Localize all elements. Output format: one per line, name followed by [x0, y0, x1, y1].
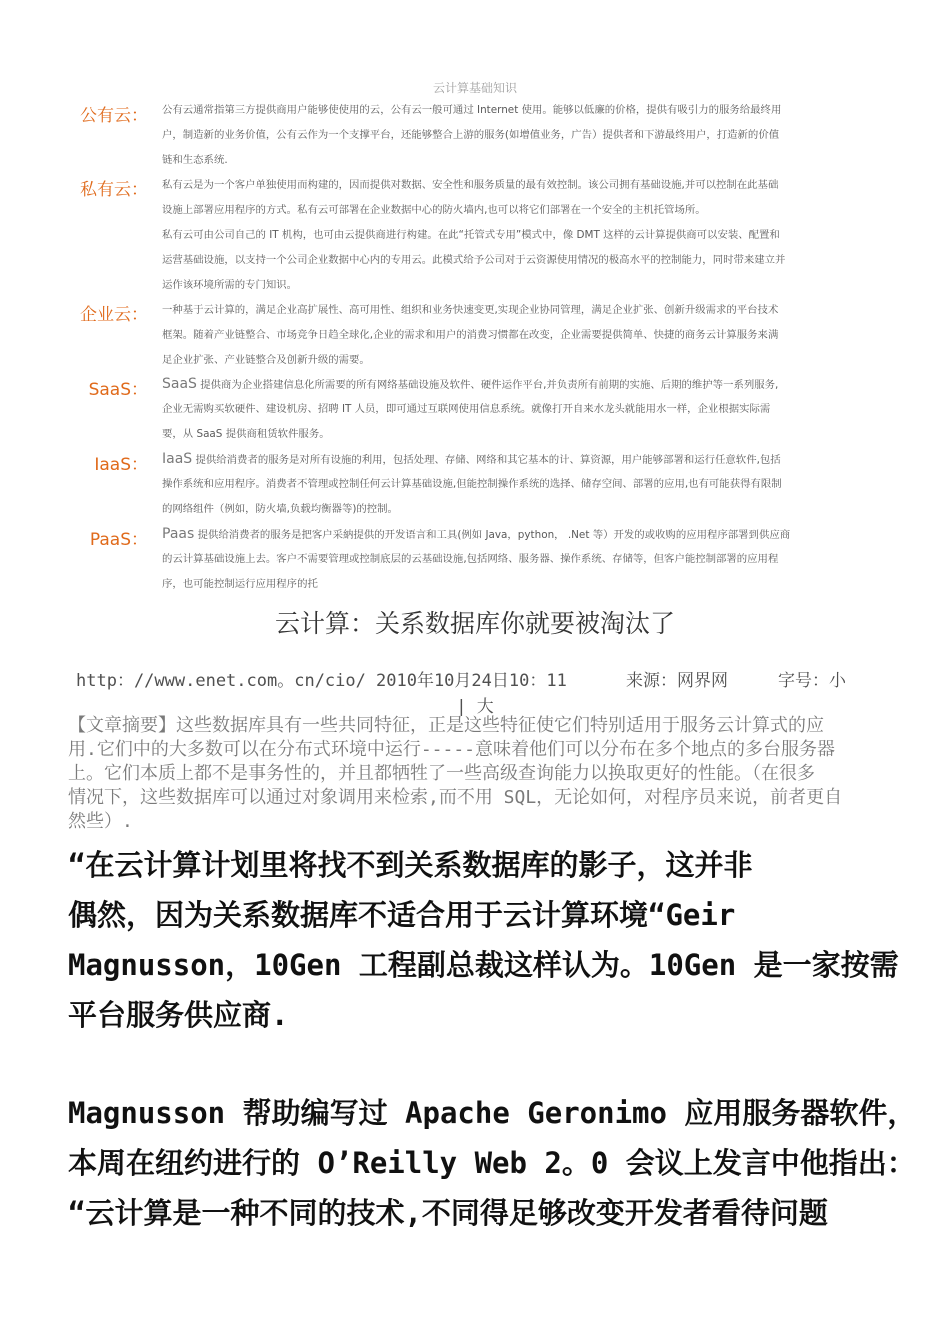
def-line: 设施上部署应用程序的方式。私有云可部署在企业数据中心的防火墙内,也可以将它们部署在一个安全的主机托管场所。	[162, 204, 706, 216]
glossary-term-iaas: IaaS：	[94, 455, 148, 475]
def-line: 链和生态系统.	[162, 154, 228, 166]
article-title: 云计算：关系数据库你就要被淘汰了	[274, 609, 675, 638]
abstract-line: 上。它们本质上都不是事务性的，并且都牺牲了一些高级查询能力以换取更好的性能。（在很多	[68, 763, 815, 784]
page-header: 云计算基础知识	[432, 81, 517, 95]
glossary-def-private-cloud	[162, 173, 887, 298]
def-line: 户，制造新的业务价值，公有云作为一个支撑平台，还能够整合上游的服务(如增值业务，广告）提供者和下游最终用户，打造新的价值	[162, 129, 780, 141]
glossary-term-paas: PaaS：	[89, 530, 148, 550]
abstract-line: 然些）.	[68, 811, 133, 832]
article-meta	[76, 666, 876, 691]
paragraph-line: Magnusson，10Gen 工程副总裁这样认为。10Gen 是一家按需	[68, 948, 899, 982]
def-line: 操作系统和应用程序。消费者不管理或控制任何云计算基础设施,但能控制操作系统的选择、储存空间、部署的应用,也有可能获得有限制	[162, 478, 782, 490]
paragraph-line: “云计算是一种不同的技术,不同得足够改变开发者看待问题	[68, 1196, 828, 1230]
def-line: 序，也可能控制运行应用程序的托	[162, 578, 318, 590]
article-url[interactable]: http：//www.enet.com。cn/cio/	[76, 671, 366, 691]
def-lead: Paas	[162, 526, 195, 542]
article-date: 2010年10月24日10：11	[376, 671, 567, 691]
abstract-line: 【文章摘要】这些数据库具有一些共同特征，正是这些特征使它们特别适用于服务云计算式的应	[68, 715, 824, 736]
def-line: 一种基于云计算的，满足企业高扩展性、高可用性、组织和业务快速变更,实现企业协同管理，满足企业扩张、创新升级需求的平台技术	[162, 304, 779, 316]
article-paragraph-2	[68, 1088, 917, 1238]
article-abstract	[68, 714, 888, 834]
glossary-def-iaas	[162, 447, 887, 522]
glossary-term-private-cloud: 私有云：	[80, 180, 148, 200]
glossary-term-saas: SaaS：	[88, 380, 148, 400]
def-line: 私有云可由公司自己的 IT 机构，也可由云提供商进行构建。在此“托管式专用”模式中，像 DMT 这样的云计算提供商可以安装、配置和	[162, 229, 780, 241]
def-line: 运作该环境所需的专门知识。	[162, 279, 298, 291]
abstract-line: 用.它们中的大多数可以在分布式环境中运行-----意味着他们可以分布在多个地点的多台服务器	[68, 739, 836, 760]
glossary-def-enterprise-cloud	[162, 298, 887, 373]
def-line: 运营基础设施，以支持一个公司企业数据中心内的专用云。此模式给予公司对于云资源使用情况的极高水平的控制能力，同时带来建立并	[162, 254, 786, 266]
glossary-def-saas	[162, 372, 887, 447]
glossary-term-public-cloud: 公有云：	[80, 106, 148, 126]
article-source: 来源：网界网	[626, 671, 728, 691]
paragraph-line: 本周在纽约进行的 O’Reilly Web 2。0 会议上发言中他指出：	[68, 1146, 916, 1180]
def-text: 提供给消费者的服务是把客户采納提供的开发语言和工具(例如 Java，python， .Net 等）开发的或收购的应用程序部署到供应商	[194, 529, 791, 541]
paragraph-line: 平台服务供应商.	[68, 998, 289, 1032]
font-size-switch[interactable]: | 大	[456, 697, 494, 717]
def-line: 私有云是为一个客户单独使用而构建的，因而提供对数据、安全性和服务质量的最有效控制。该公司拥有基础设施,并可以控制在此基础	[162, 179, 779, 191]
def-lead: IaaS	[162, 451, 193, 467]
font-size-label: 字号：小	[778, 671, 846, 691]
paragraph-line: Magnusson 帮助编写过 Apache Geronimo 应用服务器软件，	[68, 1096, 917, 1130]
def-text: 提供商为企业搭建信息化所需要的所有网络基础设施及软件、硬件运作平台,并负责所有前期的实施、后期的维护等一系列服务,	[196, 379, 779, 391]
def-line: 足企业扩张、产业链整合及创新升级的需要。	[162, 354, 370, 366]
def-lead: SaaS	[162, 376, 197, 392]
def-line: 要，从 SaaS 提供商租赁软件服务。	[162, 428, 330, 440]
paragraph-line: 偶然，因为关系数据库不适合用于云计算环境“Geir	[68, 898, 736, 932]
def-line	[162, 447, 887, 472]
abstract-line: 情况下，这些数据库可以通过对象调用来检索,而不用 SQL，无论如何，对程序员来说，前者更自	[68, 787, 843, 808]
article-paragraph-1	[68, 840, 898, 1040]
def-line: 企业无需购买软硬件、建设机房、招聘 IT 人员，即可通过互联网使用信息系统。就像打开自来水龙头就能用水一样，企业根据实际需	[162, 403, 771, 415]
def-text: 提供给消费者的服务是对所有设施的利用，包括处理、存储、网络和其它基本的计、算资源，用户能够部署和运行任意软件,包括	[192, 454, 781, 466]
def-line: 公有云通常指第三方提供商用户能够使使用的云，公有云一般可通过 Internet 使用。能够以低廉的价格，提供有吸引力的服务给最终用	[162, 104, 782, 116]
glossary-term-enterprise-cloud: 企业云：	[80, 305, 148, 325]
glossary-def-paas	[162, 522, 887, 597]
def-line: 框架。随着产业链整合、市场竞争日趋全球化,企业的需求和用户的消费习惯都在改变，企业需要提供简单、快捷的商务云计算服务来满	[162, 329, 779, 341]
def-line: 的云计算基础设施上去。客户不需要管理或控制底层的云基础设施,包括网络、服务器、操作系统、存储等，但客户能控制部署的应用程	[162, 553, 779, 565]
paragraph-line: “在云计算计划里将找不到关系数据库的影子，这并非	[68, 848, 753, 882]
def-line: 的网络组件（例如，防火墙,负载均衡器等)的控制。	[162, 503, 398, 515]
glossary-def-public-cloud	[162, 98, 887, 173]
def-line	[162, 522, 887, 547]
def-line	[162, 372, 887, 397]
